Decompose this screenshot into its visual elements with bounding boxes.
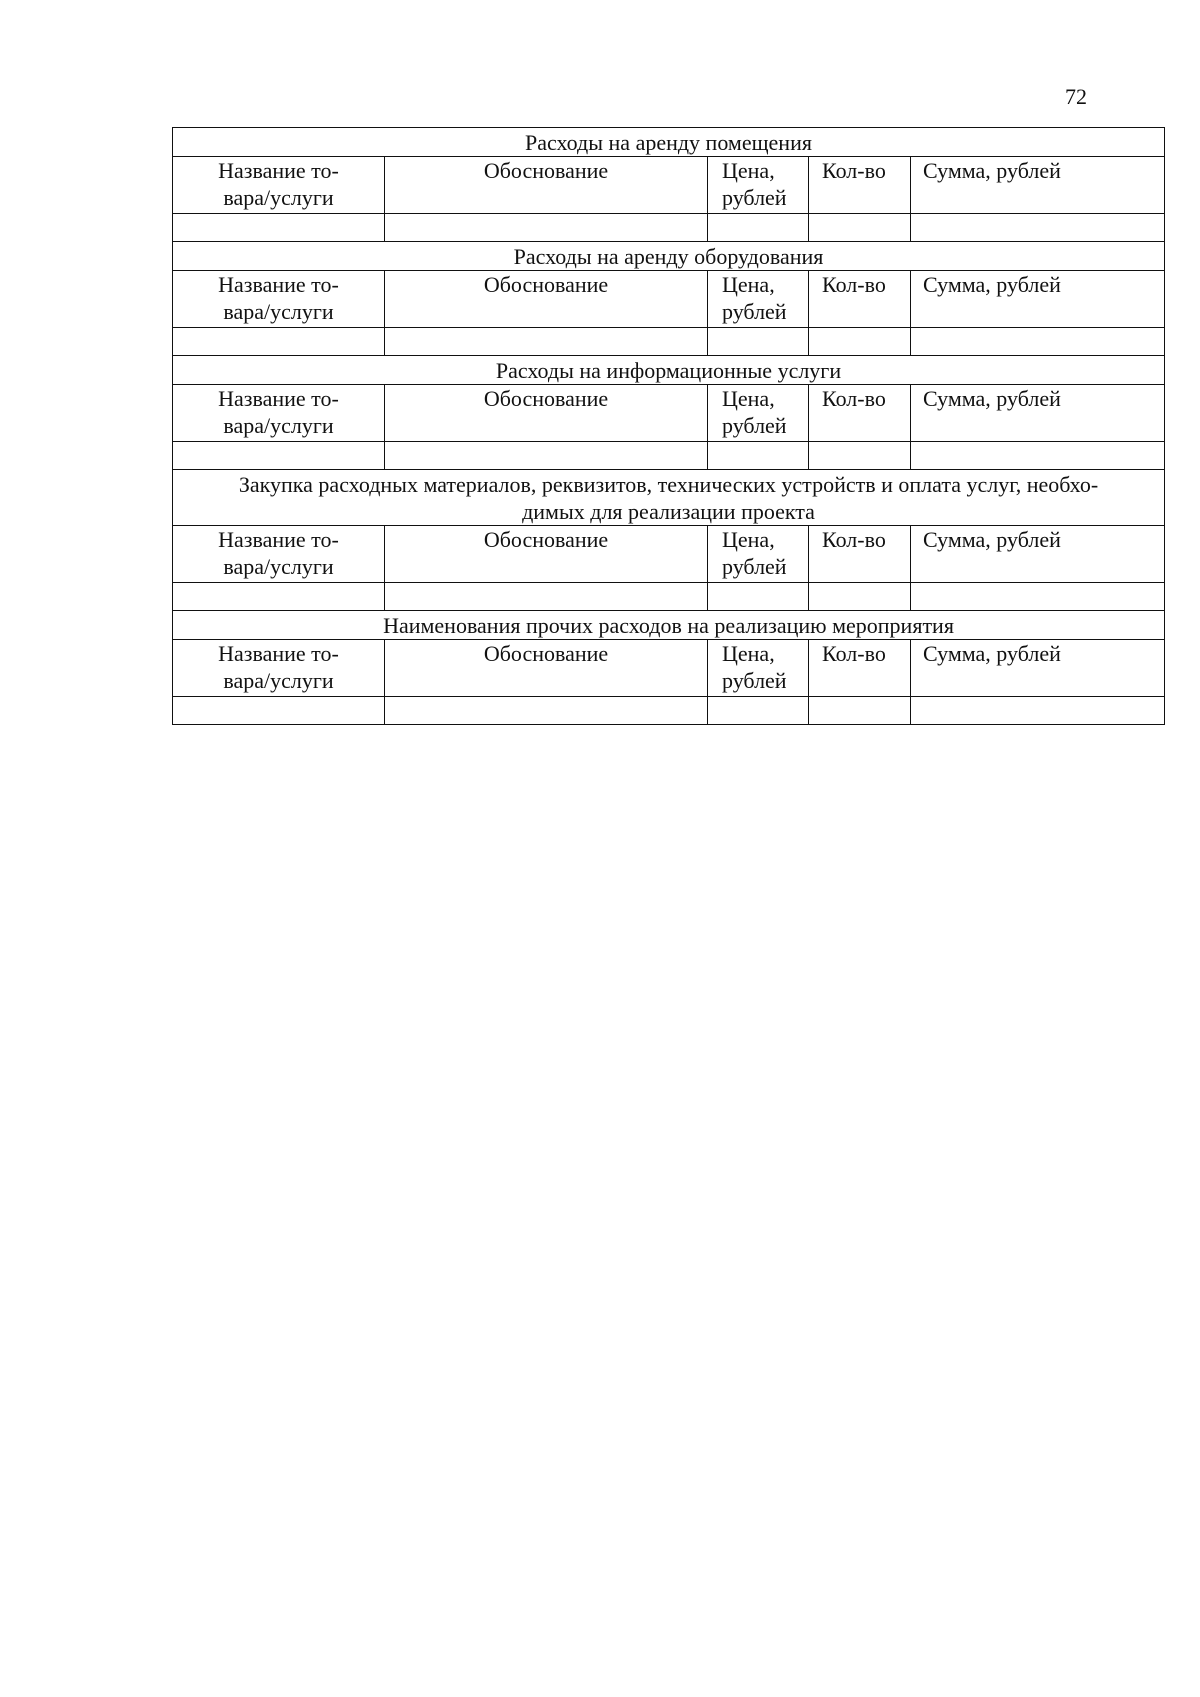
name-cell	[173, 442, 385, 470]
name-cell	[173, 583, 385, 611]
basis-cell	[385, 697, 708, 725]
sum-cell	[911, 214, 1165, 242]
section-title-text: Расходы на аренду помещения	[525, 130, 812, 155]
sum-cell	[911, 583, 1165, 611]
price-cell	[708, 214, 809, 242]
price-header-line2: рублей	[722, 668, 787, 693]
quantity-header: Кол-во	[809, 385, 911, 442]
entry-row	[173, 583, 1165, 611]
quantity-header: Кол-во	[809, 640, 911, 697]
name-header-line1: Название то-	[218, 527, 339, 552]
section-title	[173, 128, 1165, 157]
name-header	[173, 640, 385, 697]
sum-header: Сумма, рублей	[911, 640, 1165, 697]
name-header-line2: вара/услуги	[223, 413, 334, 438]
basis-header: Обоснование	[385, 271, 708, 328]
name-header-line1: Название то-	[218, 386, 339, 411]
price-header	[708, 157, 809, 214]
basis-cell	[385, 583, 708, 611]
name-cell	[173, 697, 385, 725]
name-header	[173, 385, 385, 442]
quantity-cell	[809, 442, 911, 470]
basis-header: Обоснование	[385, 385, 708, 442]
sum-header: Сумма, рублей	[911, 385, 1165, 442]
price-cell	[708, 328, 809, 356]
name-header-line2: вара/услуги	[223, 554, 334, 579]
name-header	[173, 526, 385, 583]
sum-cell	[911, 442, 1165, 470]
column-header-row	[173, 157, 1165, 214]
price-header-line1: Цена,	[722, 386, 775, 411]
price-header-line1: Цена,	[722, 641, 775, 666]
page-number: 72	[1065, 84, 1087, 109]
name-header-line2: вара/услуги	[223, 185, 334, 210]
quantity-header: Кол-во	[809, 157, 911, 214]
name-header-line1: Название то-	[218, 158, 339, 183]
basis-header: Обоснование	[385, 526, 708, 583]
column-header-row	[173, 385, 1165, 442]
price-cell	[708, 697, 809, 725]
column-header-row	[173, 271, 1165, 328]
quantity-cell	[809, 328, 911, 356]
price-cell	[708, 583, 809, 611]
price-header	[708, 385, 809, 442]
quantity-header: Кол-во	[809, 271, 911, 328]
section-title-row	[173, 128, 1165, 157]
price-header-line1: Цена,	[722, 158, 775, 183]
basis-cell	[385, 214, 708, 242]
column-header-row	[173, 640, 1165, 697]
price-header	[708, 526, 809, 583]
name-header-line1: Название то-	[218, 641, 339, 666]
section-title-text: Расходы на информационные услуги	[495, 358, 842, 383]
entry-row	[173, 328, 1165, 356]
entry-row	[173, 697, 1165, 725]
section-title-text-line1: Закупка расходных материалов, реквизитов, технических устройств и оплата услуг, необхо-	[238, 472, 1099, 497]
section-title-row	[173, 470, 1165, 526]
name-cell	[173, 328, 385, 356]
quantity-cell	[809, 214, 911, 242]
name-header-line1: Название то-	[218, 272, 339, 297]
price-header-line2: рублей	[722, 185, 787, 210]
name-header-line2: вара/услуги	[223, 668, 334, 693]
price-header	[708, 640, 809, 697]
sum-header: Сумма, рублей	[911, 526, 1165, 583]
section-title-row	[173, 242, 1165, 271]
basis-header: Обоснование	[385, 157, 708, 214]
price-cell	[708, 442, 809, 470]
price-header-line2: рублей	[722, 554, 787, 579]
name-header-line2: вара/услуги	[223, 299, 334, 324]
section-title-text: Наименования прочих расходов на реализацию мероприятия	[383, 613, 954, 638]
name-cell	[173, 214, 385, 242]
section-title	[173, 242, 1165, 271]
name-header	[173, 271, 385, 328]
column-header-row	[173, 526, 1165, 583]
entry-row	[173, 214, 1165, 242]
section-title-text: Расходы на аренду оборудования	[513, 244, 824, 269]
name-header	[173, 157, 385, 214]
section-title	[173, 470, 1165, 526]
quantity-cell	[809, 583, 911, 611]
basis-cell	[385, 328, 708, 356]
price-header-line1: Цена,	[722, 272, 775, 297]
basis-header: Обоснование	[385, 640, 708, 697]
section-title	[173, 611, 1165, 640]
sum-header: Сумма, рублей	[911, 271, 1165, 328]
quantity-header: Кол-во	[809, 526, 911, 583]
price-header	[708, 271, 809, 328]
section-title-row	[173, 611, 1165, 640]
basis-cell	[385, 442, 708, 470]
price-header-line2: рублей	[722, 299, 787, 324]
section-title-row	[173, 356, 1165, 385]
expense-table	[172, 127, 1165, 725]
price-header-line2: рублей	[722, 413, 787, 438]
section-title-text-line2: димых для реализации проекта	[522, 499, 815, 524]
section-title	[173, 356, 1165, 385]
price-header-line1: Цена,	[722, 527, 775, 552]
sum-cell	[911, 328, 1165, 356]
sum-cell	[911, 697, 1165, 725]
quantity-cell	[809, 697, 911, 725]
sum-header: Сумма, рублей	[911, 157, 1165, 214]
entry-row	[173, 442, 1165, 470]
